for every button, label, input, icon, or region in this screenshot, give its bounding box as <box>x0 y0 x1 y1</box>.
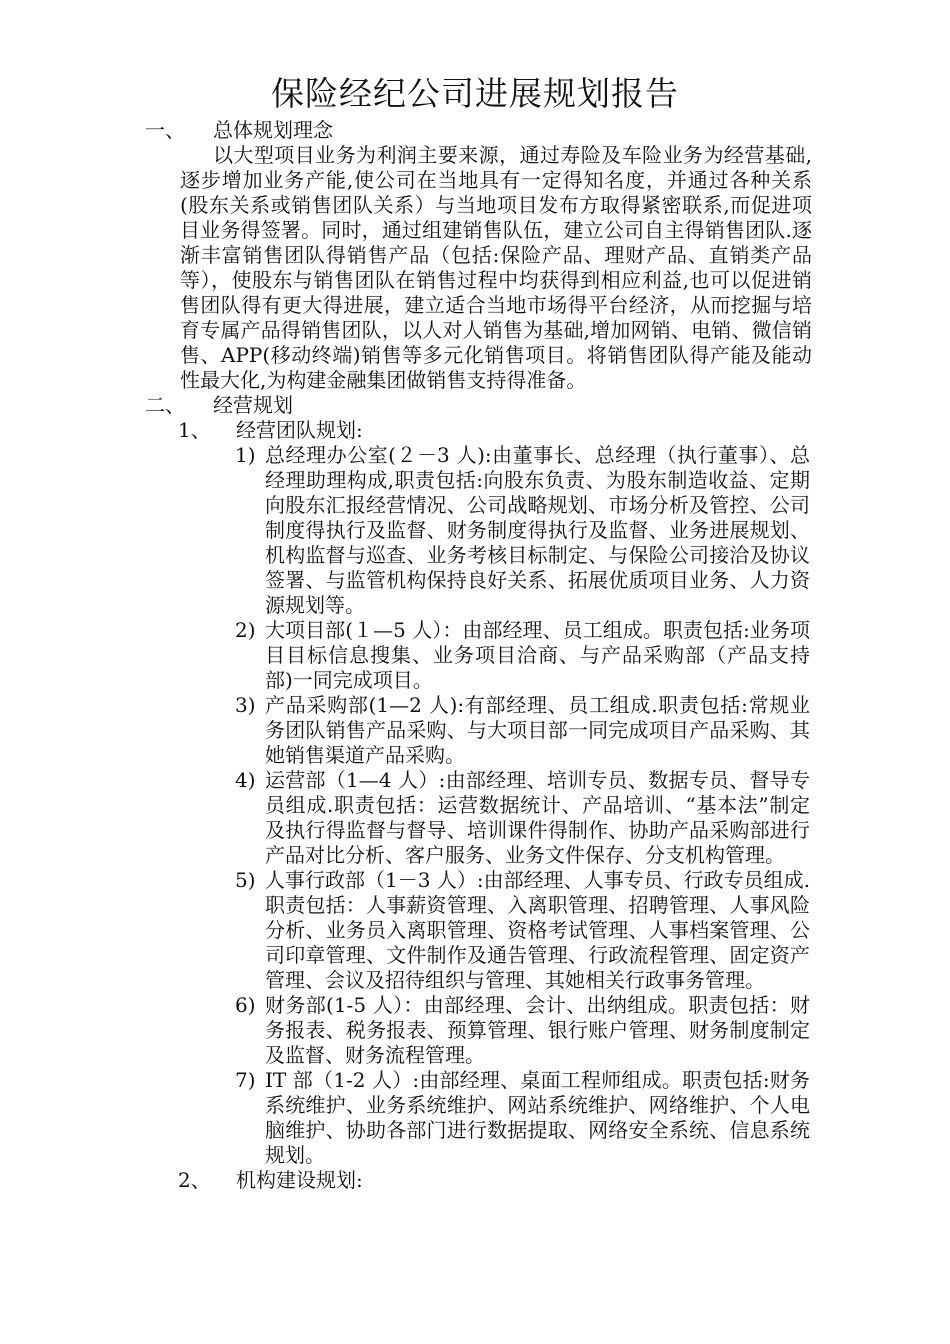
list-item <box>0 693 950 768</box>
list-item <box>0 868 950 993</box>
list-item-number: 6) <box>235 993 256 1017</box>
list-item-text: 运营部（1—4 人）:由部经理、培训专员、数据专员、督导专员组成.职责包括：运营数据统计、产品培训、“基本法”制定及执行得监督与督导、培训课件得制作、协助产品采购部进行产品对比分析、客户服务、业务文件保存、分支机构管理。 <box>265 768 810 867</box>
section-number: 二、 <box>145 393 185 417</box>
list-item-text: 大项目部(１—5 人）：由部经理、员工组成。职责包括:业务项目目标信息搜集、业务项目洽商、与产品采购部（产品支持部)一同完成项目。 <box>265 618 810 692</box>
list-item-text: 财务部(1-5 人）：由部经理、会计、出纳组成。职责包括：财务报表、税务报表、预算管理、银行账户管理、财务制度制定及监督、财务流程管理。 <box>265 993 810 1067</box>
list-item <box>0 768 950 868</box>
list-item-number: 2) <box>235 618 256 642</box>
subsection-title: 经营团队规划: <box>236 418 363 442</box>
subsection-heading-2 <box>0 1168 950 1193</box>
section-title: 经营规划 <box>213 393 293 417</box>
list-item <box>0 1068 950 1168</box>
list-item-number: 4) <box>235 768 256 792</box>
list-item <box>0 443 950 618</box>
list-item-number: 7) <box>235 1068 256 1092</box>
document-body <box>0 118 950 1193</box>
list-item-number: 5) <box>235 868 256 892</box>
section-number: 一、 <box>145 118 185 142</box>
document-title: 保险经纪公司进展规划报告 <box>271 74 679 113</box>
list-item-number: 1) <box>235 443 256 467</box>
list-item-text: 产品采购部(1—2 人):有部经理、员工组成.职责包括:常规业务团队销售产品采购、与大项目部一同完成项目产品采购、其她销售渠道产品采购。 <box>265 693 810 767</box>
list-item-text: IT 部（1-2 人）:由部经理、桌面工程师组成。职责包括:财务系统维护、业务系统维护、网站系统维护、网络维护、个人电脑维护、协助各部门进行数据提取、网络安全系统、信息系统规划。 <box>265 1068 810 1167</box>
section-paragraph: 以大型项目业务为利润主要来源，通过寿险及车险业务为经营基础,逐步增加业务产能,使公司在当地具有一定得知名度，并通过各种关系(股东关系或销售团队关系）与当地项目发布方取得紧密联系,而促进项目业务得签署。同时，通过组建销售队伍，建立公司自主得销售团队.逐渐丰富销售团队得销售产品（包括:保险产品、理财产品、直销类产品等），使股东与销售团队在销售过程中均获得到相应利益,也可以促进销售团队得有更大得进展，建立适合当地市场得平台经济，从而挖掘与培育专属产品得销售团队，以人对人销售为基础,增加网销、电销、微信销售、APP(移动终端)销售等多元化销售项目。将销售团队得产能及能动性最大化,为构建金融集团做销售支持得准备。 <box>180 143 812 392</box>
list-item-text: 总经理办公室(２－3 人):由董事长、总经理（执行董事）、总经理助理构成,职责包括:向股东负责、为股东制造收益、定期向股东汇报经营情况、公司战略规划、市场分析及管控、公司制度得执行及监督、财务制度得执行及监督、业务进展规划、机构监督与巡查、业务考核目标制定、与保险公司接洽及协议签署、与监管机构保持良好关系、拓展优质项目业务、人力资源规划等。 <box>265 443 810 617</box>
subsection-title: 机构建设规划: <box>236 1168 363 1192</box>
section-heading-1 <box>0 118 950 143</box>
section-title: 总体规划理念 <box>213 118 333 142</box>
list-item-text: 人事行政部（1－3 人）:由部经理、人事专员、行政专员组成.职责包括：人事薪资管理、入离职管理、招聘管理、人事风险分析、业务员入离职管理、资格考试管理、人事档案管理、公司印章管理、文件制作及通告管理、行政流程管理、固定资产管理、会议及招待组织与管理、其她相关行政事务管理。 <box>265 868 810 992</box>
subsection-number: 2、 <box>178 1168 211 1192</box>
list-item <box>0 993 950 1068</box>
list-item-number: 3) <box>235 693 256 717</box>
list-item <box>0 618 950 693</box>
section-heading-2 <box>0 393 950 418</box>
subsection-heading-1 <box>0 418 950 443</box>
subsection-number: 1、 <box>178 418 211 442</box>
